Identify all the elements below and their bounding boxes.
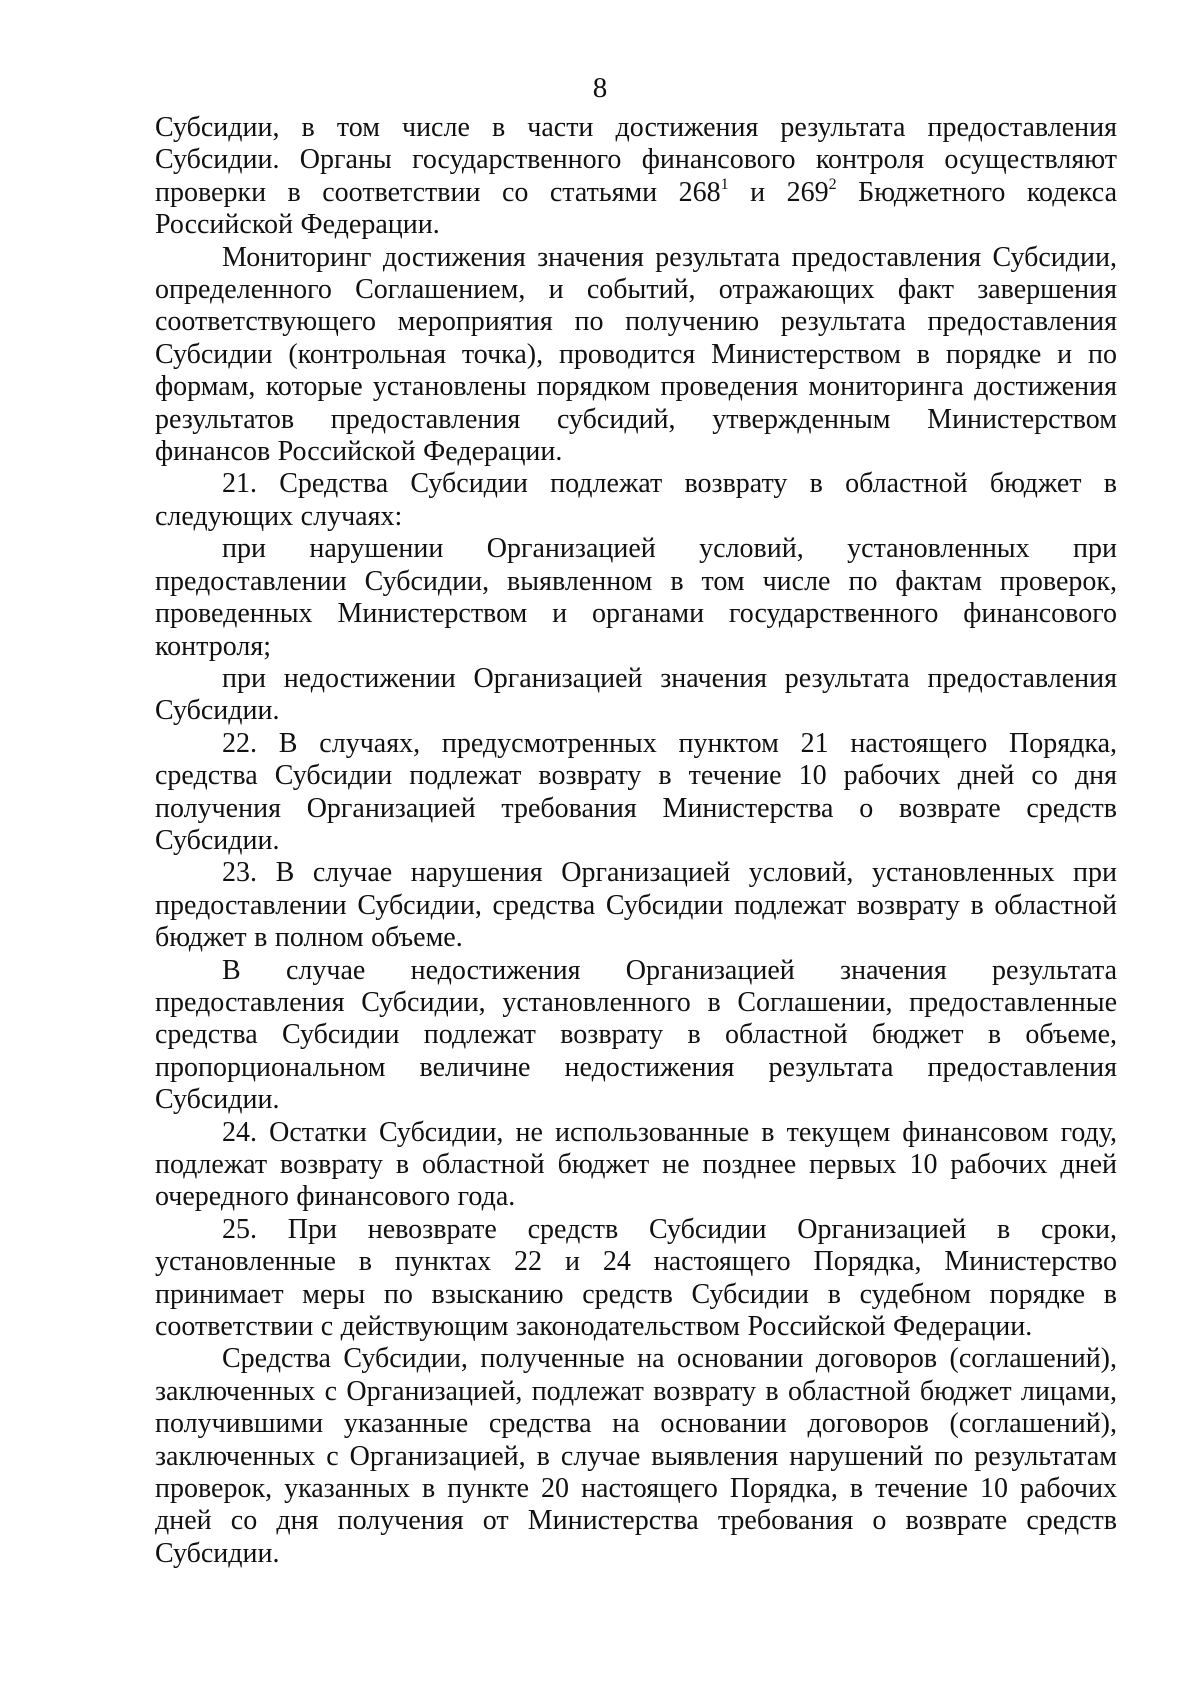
text-fragment: и 269 (728, 176, 829, 208)
paragraph-monitoring: Мониторинг достижения значения результата предоставления Субсидии, определенного Соглашением, и событий, отражающих факт завершения соответствующего мероприятия по получению результата предоставления Субсидии (контрольная точка), проводится Министерством в порядке и по формам, которые установлены порядком проведения мониторинга достижения результатов предоставления субсидий, утвержденным Министерством финансов Российской Федерации. (155, 241, 1117, 468)
paragraph-24: 24. Остатки Субсидии, не использованные в текущем финансовом году, подлежат возврату в областной бюджет не позднее первых 10 рабочих дней очередного финансового года. (155, 1116, 1117, 1213)
paragraph-21: 21. Средства Субсидии подлежат возврату в областной бюджет в следующих случаях: (155, 468, 1117, 532)
text-fragment: Бюджетного кодекса Российской Федерации. (155, 176, 1118, 241)
paragraph-21-case-violation: при нарушении Организацией условий, установленных при предоставлении Субсидии, выявленном в том числе по фактам проверок, проведенных Министерством и органами государственного финансового контроля; (155, 533, 1117, 662)
superscript: 2 (828, 175, 837, 193)
page-number: 8 (592, 72, 608, 104)
superscript: 1 (720, 175, 729, 193)
paragraph-25-recovery: Средства Субсидии, полученные на основании договоров (соглашений), заключенных с Организацией, подлежат возврату в областной бюджет лицами, получившими указанные средства на основании договоров (соглашений), заключенных с Организацией, в случае выявления нарушений по результатам проверок, указанных в пункте 20 настоящего Порядка, в течение 10 рабочих дней со дня получения от Министерства требования о возврате средств Субсидии. (155, 1343, 1117, 1569)
document-body (155, 112, 1117, 1570)
paragraph-21-case-nonachievement: при недостижении Организацией значения результата предоставления Субсидии. (155, 662, 1117, 727)
paragraph-23-nonachievement: В случае недостижения Организацией значения результата предоставления Субсидии, установленного в Соглашении, предоставленные средства Субсидии подлежат возврату в областной бюджет в объеме, пропорциональном величине недостижения результата предоставления Субсидии. (155, 954, 1117, 1116)
paragraph-continuation (155, 112, 1117, 242)
paragraph-22: 22. В случаях, предусмотренных пунктом 21 настоящего Порядка, средства Субсидии подлежат возврату в течение 10 рабочих дней со дня получения Организацией требования Министерства о возврате средств Субсидии. (155, 727, 1117, 856)
text-fragment: Субсидии, в том числе в части достижения результата предоставления Субсидии. Органы государственного финансового контроля осуществляют проверки в соответствии со статьями 268 (155, 112, 1117, 208)
paragraph-25: 25. При невозврате средств Субсидии Организацией в сроки, установленные в пунктах 22 и 24 настоящего Порядка, Министерство принимает меры по взысканию средств Субсидии в судебном порядке в соответствии с действующим законодательством Российской Федерации. (155, 1213, 1117, 1343)
paragraph-23: 23. В случае нарушения Организацией условий, установленных при предоставлении Субсидии, средства Субсидии подлежат возврату в областной бюджет в полном объеме. (155, 857, 1117, 954)
